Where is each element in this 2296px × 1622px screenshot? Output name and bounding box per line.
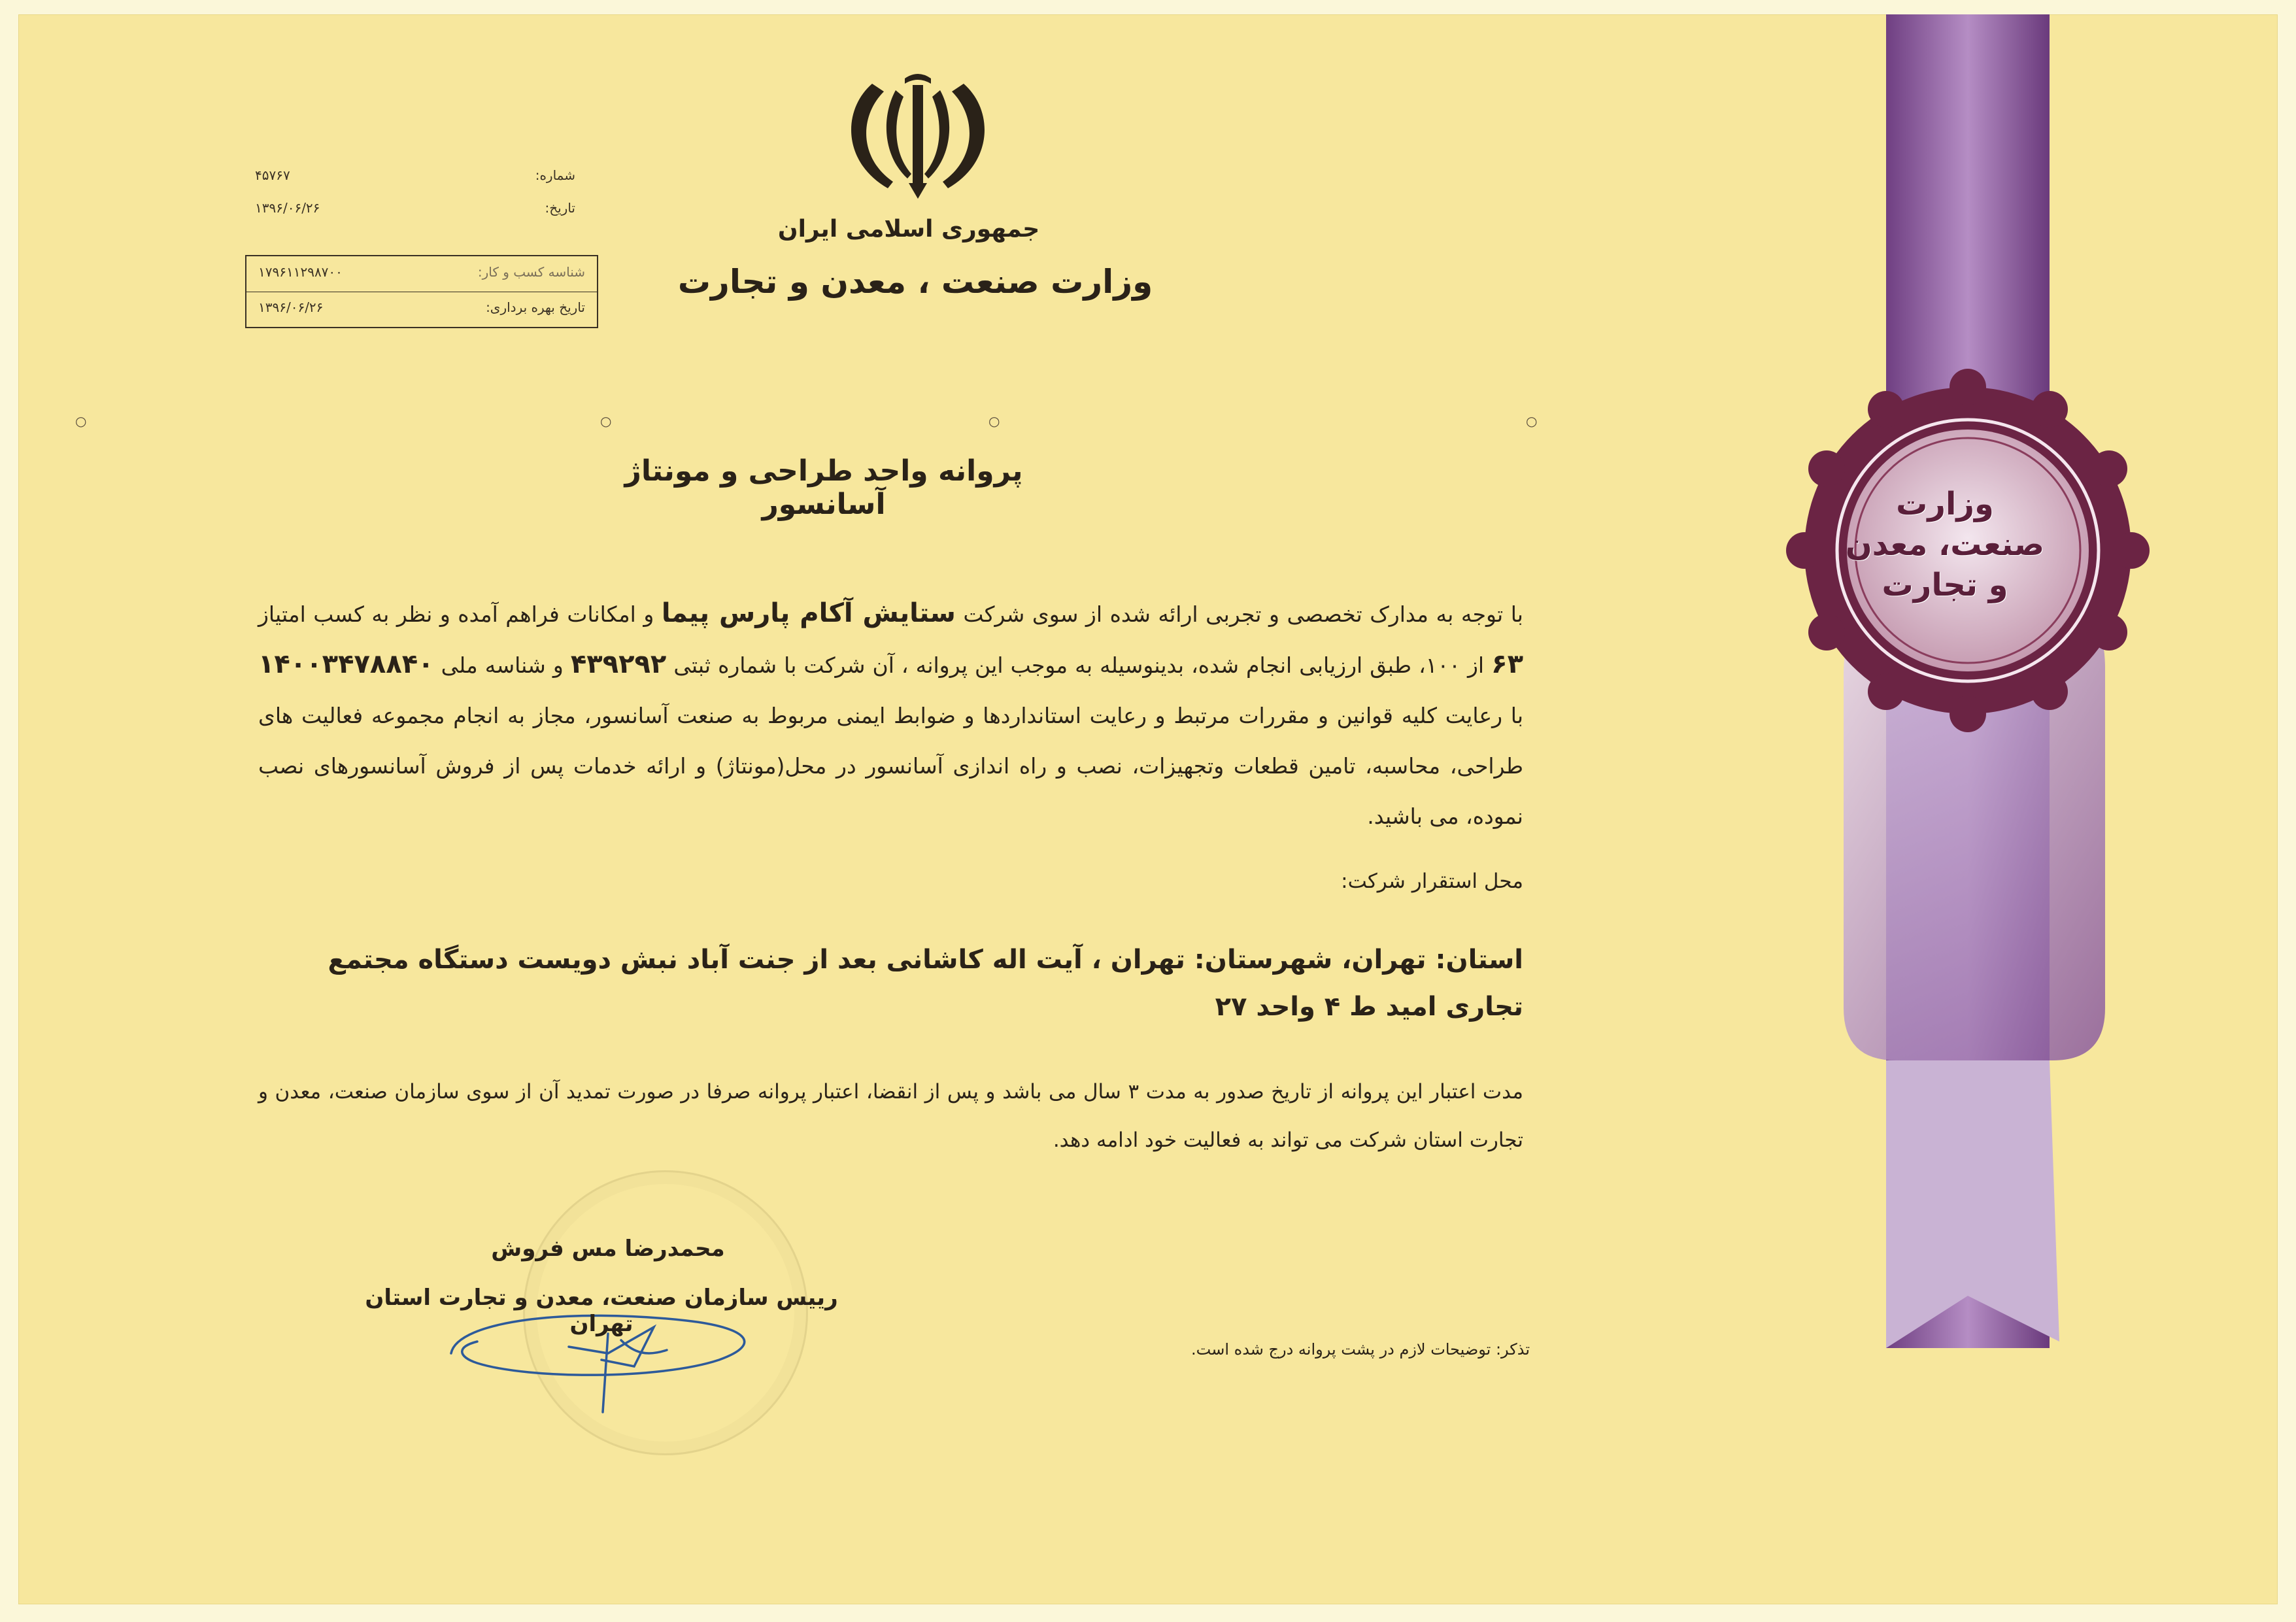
punch-mark: ○ <box>75 413 87 429</box>
operation-date-value: ۱۳۹۶/۰۶/۲۶ <box>258 299 324 315</box>
body-text: با رعایت کلیه قوانین و مقررات مرتبط و رعایت استانداردها و ضوابط ایمنی مربوط به صنعت آسانسور، مجاز به انجام مجموعه فعالیت های طراحی، محاسبه، تامین قطعات وتجهیزات، نصب و راه اندازی آسانسور در محل(مونتاژ) و ارائه خدمات پس از فروش آسانسورهای نصب نموده، می باشید. <box>258 703 1523 829</box>
footnote: تذکر: توضیحات لازم در پشت پروانه درج شده است. <box>1191 1340 1530 1359</box>
signer-name: محمدرضا مس فروش <box>491 1236 725 1262</box>
national-id: ۱۴۰۰۳۴۷۸۸۴۰ <box>258 649 434 679</box>
republic-title: جمهوری اسلامی ایران <box>777 216 1040 243</box>
seal-line: و تجارت <box>1882 567 2008 603</box>
body-text: و امکانات فراهم آمده و نظر به کسب امتیاز <box>258 601 654 627</box>
business-id <box>258 264 585 282</box>
operation-date-label: تاریخ بهره برداری: <box>486 299 585 315</box>
letter-number <box>255 167 575 186</box>
punch-mark: ○ <box>988 413 1000 429</box>
document-title: پروانه واحد طراحی و مونتاژ آسانسور <box>624 454 1023 521</box>
ribbon-seal <box>1840 484 2050 605</box>
location-label: محل استقرار شرکت: <box>1341 870 1523 893</box>
company-name: ستایش آکام پارس پیما <box>661 598 956 628</box>
certificate-body <box>258 588 1523 841</box>
validity-text: مدت اعتبار این پروانه از تاریخ صدور به مدت ۳ سال می باشد و پس از انقضا، اعتبار پروانه صرفا در صورت تمدید آن از سوی سازمان صنعت، معدن و تجارت استان شرکت می تواند به فعالیت خود ادامه دهد. <box>258 1080 1523 1152</box>
business-id-value: ۱۷۹۶۱۱۲۹۸۷۰۰ <box>258 264 343 280</box>
registration-number: ۴۳۹۲۹۲ <box>570 649 667 679</box>
seal-line: وزارت <box>1896 486 1994 522</box>
ministry-title: وزارت صنعت ، معدن و تجارت <box>677 263 1153 301</box>
letter-number-value: ۴۵۷۶۷ <box>255 167 290 183</box>
punch-mark: ○ <box>1526 413 1538 429</box>
business-id-label: شناسه کسب و کار: <box>477 264 585 280</box>
body-text: با توجه به مدارک تخصصی و تجربی ارائه شده از سوی شرکت <box>963 601 1523 627</box>
company-address: استان: تهران، شهرستان: تهران ، آیت اله کاشانی بعد از جنت آباد نبش دویست دستگاه مجتمع تجاری امید ط ۴ واحد ۲۷ <box>328 945 1523 1022</box>
signer-title: رییس سازمان صنعت، معدن و تجارت استان تهران <box>365 1285 838 1337</box>
operation-date <box>258 299 585 318</box>
iran-emblem-icon <box>836 71 1000 199</box>
business-info-box <box>245 255 598 328</box>
letter-number-label: شماره: <box>535 167 575 183</box>
score-value: ۶۳ <box>1491 649 1523 679</box>
body-text: از ۱۰۰، طبق ارزیابی انجام شده، بدینوسیله به موجب این پروانه ، آن شرکت با شماره ثبتی <box>673 652 1485 678</box>
letter-date-label: تاریخ: <box>545 200 575 216</box>
body-text: و شناسه ملی <box>441 652 564 678</box>
seal-line: صنعت، معدن <box>1845 526 2045 563</box>
ribbon-decoration <box>1765 14 2170 1374</box>
letter-date <box>255 200 575 218</box>
punch-mark: ○ <box>600 413 612 429</box>
letter-date-value: ۱۳۹۶/۰۶/۲۶ <box>255 200 320 216</box>
